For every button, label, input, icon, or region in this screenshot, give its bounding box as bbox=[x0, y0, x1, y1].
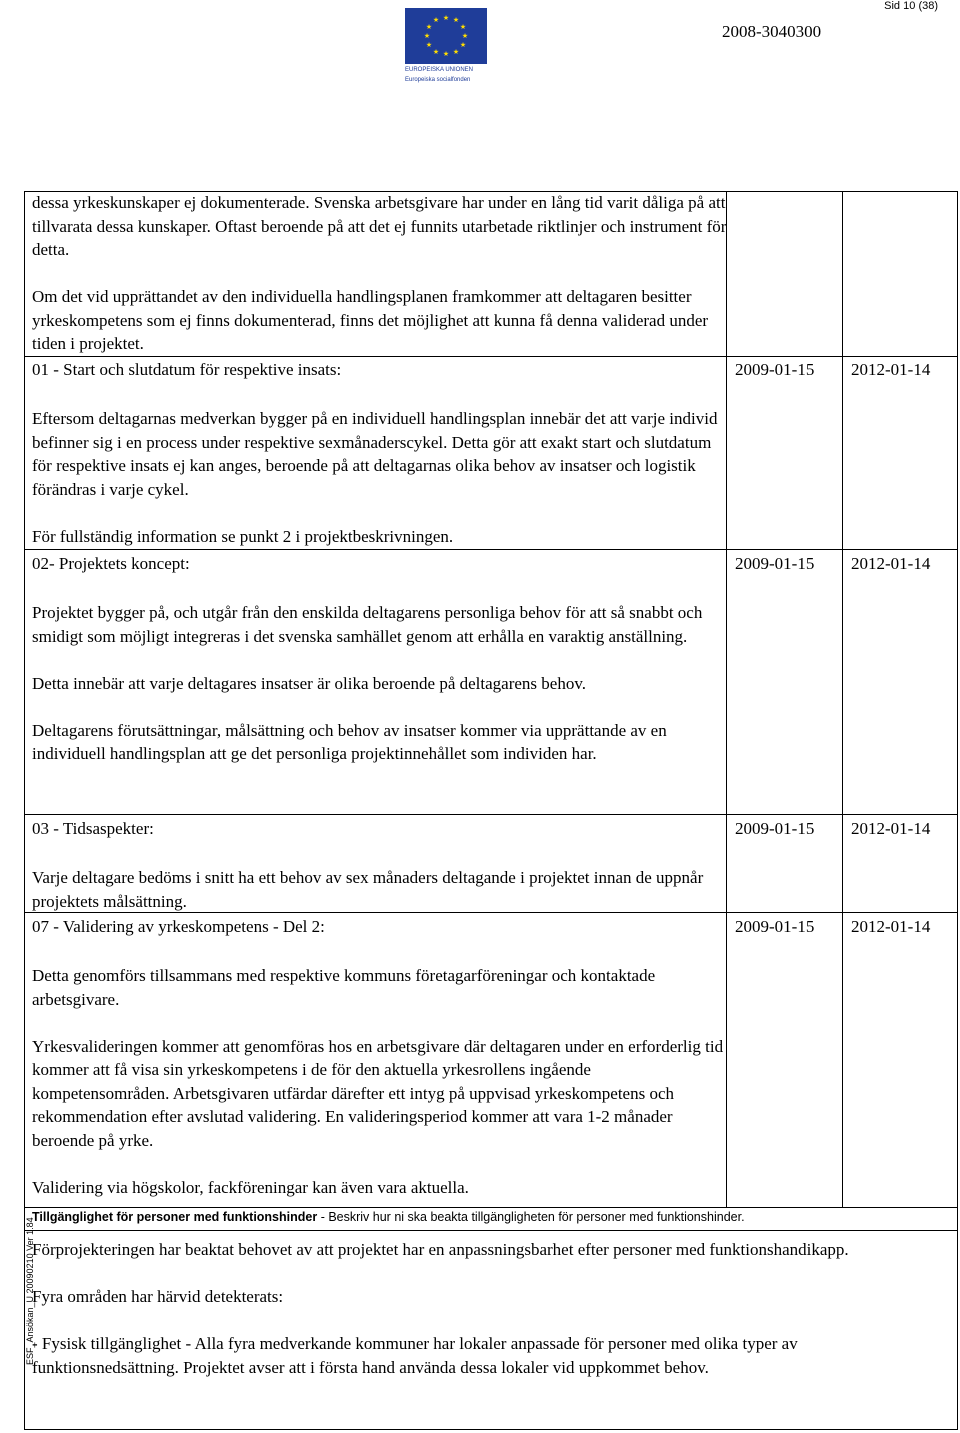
svg-text:★: ★ bbox=[423, 32, 431, 40]
row-body-07 bbox=[32, 964, 727, 1199]
accessibility-section bbox=[24, 1208, 958, 1430]
row-paragraph: Deltagarens förutsättningar, målsättning och behov av insatser kommer via upprättande av en individuell handlingsplan att ge det personliga projektinnehållet som individen har. bbox=[32, 720, 667, 763]
svg-text:★: ★ bbox=[442, 50, 450, 58]
row-heading-07: 07 - Validering av yrkeskompetens - Del 2: bbox=[32, 917, 325, 936]
accessibility-paragraph: Fyra områden har härvid detekterats: bbox=[32, 1287, 284, 1306]
logo-caption-1: EUROPEISKA UNIONEN bbox=[405, 67, 474, 73]
start-date: 2009-01-15 bbox=[735, 360, 815, 379]
row-paragraph: Eftersom deltagarnas medverkan bygger på en individuell handlingsplan innebär det att varje individ befinner sig i en process under respektive sexmånaderscykel. Detta gör att exakt start och slutdatum för respektive insats ej kan anges, beroende på att deltagarnas olika behov av insatser och logistik förändras i varje cykel. bbox=[32, 409, 718, 499]
svg-text:★: ★ bbox=[459, 41, 467, 49]
document-number: 2008-3040300 bbox=[722, 22, 822, 41]
end-date: 2012-01-14 bbox=[851, 819, 931, 838]
start-date: 2009-01-15 bbox=[735, 819, 815, 838]
accessibility-paragraph: Förprojekteringen har beaktat behovet av att projektet har en anpassningsbarhet efter personer med funktionshandikapp. bbox=[32, 1240, 849, 1259]
end-date: 2012-01-14 bbox=[851, 360, 931, 379]
row-body-02 bbox=[32, 601, 727, 766]
intro-paragraph: Om det vid upprättandet av den individuella handlingsplanen framkommer att deltagaren besitter yrkeskompetens som ej finns dokumenterad, finns det möjlighet att kunna få denna validerad under tiden i projektet. bbox=[32, 287, 709, 353]
accessibility-instruction: - Beskriv hur ni ska beakta tillgängligheten för personer med funktionshinder. bbox=[317, 1210, 745, 1224]
row-body-03 bbox=[32, 866, 727, 913]
row-heading-02: 02- Projektets koncept: bbox=[32, 554, 190, 573]
column-divider-2 bbox=[842, 192, 843, 1207]
start-date: 2009-01-15 bbox=[735, 917, 815, 936]
eu-logo bbox=[405, 8, 487, 82]
row-divider bbox=[25, 549, 957, 550]
row-paragraph: Validering via högskolor, fackföreningar kan även vara aktuella. bbox=[32, 1177, 469, 1197]
logo-caption-2: Europeiska socialfonden bbox=[405, 77, 471, 83]
svg-text:★: ★ bbox=[432, 16, 440, 24]
row-paragraph: Detta innebär att varje deltagares insatser är olika beroende på deltagarens behov. bbox=[32, 673, 586, 693]
row-paragraph: Projektet bygger på, och utgår från den enskilda deltagarens personliga behov för att så snabbt och smidigt som möjligt integreras i det svenska samhället genom att erhålla en varaktig anställning. bbox=[32, 603, 703, 646]
row-heading-03: 03 - Tidsaspekter: bbox=[32, 819, 154, 838]
svg-text:★: ★ bbox=[425, 41, 433, 49]
page-total: (38) bbox=[918, 0, 938, 12]
svg-text:★: ★ bbox=[461, 32, 469, 40]
end-date: 2012-01-14 bbox=[851, 554, 931, 573]
intro-paragraph: dessa yrkeskunskaper ej dokumenterade. Svenska arbetsgivare har under en lång tid varit dåliga på att tillvarata dessa kunskaper. Oftast beroende på att det ej funnits utarbetade riktlinjer och instrument för detta. bbox=[32, 193, 727, 259]
row-paragraph: Varje deltagare bedöms i snitt ha ett behov av sex månaders deltagande i projektet innan de uppnår projektets målsättning. bbox=[32, 868, 704, 911]
page-label: Sid bbox=[884, 0, 901, 12]
eu-flag-icon bbox=[405, 8, 487, 64]
row-heading-01: 01 - Start och slutdatum för respektive insats: bbox=[32, 360, 342, 379]
accessibility-paragraph: - Fysisk tillgänglighet - Alla fyra medverkande kommuner har lokaler anpassade för personer med olika typer av funktionsnedsättning. Projektet avser att i första hand använda dessa lokaler vid uppkommet behov. bbox=[32, 1334, 798, 1377]
form-version-label: ESF_Ansökan_U 20090210 Ver 1.84 bbox=[25, 1217, 35, 1365]
end-date: 2012-01-14 bbox=[851, 917, 931, 936]
svg-text:★: ★ bbox=[442, 14, 450, 22]
row-divider bbox=[25, 356, 957, 357]
accessibility-heading bbox=[32, 1210, 745, 1224]
start-date: 2009-01-15 bbox=[735, 554, 815, 573]
svg-text:★: ★ bbox=[452, 48, 460, 56]
row-paragraph: Yrkesvalideringen kommer att genomföras hos en arbetsgivare där deltagaren under en erforderlig tid kommer att få visa sin yrkeskompetens i de för den aktuella yrkesrollens ingående kompetensområden. Arbetsgivaren utfärdar därefter ett intyg på uppvisad yrkeskompetens och rekommendation efter avslutad validering. En valideringsperiod kommer att vara 1-2 månader beroende på yrke. bbox=[32, 1036, 724, 1150]
activities-table bbox=[24, 191, 958, 1208]
row-divider bbox=[25, 814, 957, 815]
accessibility-answer bbox=[32, 1238, 942, 1379]
svg-text:★: ★ bbox=[432, 48, 440, 56]
row-body-01 bbox=[32, 407, 727, 548]
svg-text:★: ★ bbox=[452, 16, 460, 24]
svg-text:★: ★ bbox=[425, 23, 433, 31]
intro-cell bbox=[32, 191, 727, 356]
section-divider bbox=[25, 1230, 957, 1231]
page-indicator bbox=[884, 0, 938, 12]
page-number: 10 bbox=[903, 0, 916, 12]
accessibility-title: Tillgänglighet för personer med funktionshinder bbox=[32, 1210, 318, 1224]
row-paragraph: För fullständig information se punkt 2 i projektbeskrivningen. bbox=[32, 526, 454, 546]
svg-text:★: ★ bbox=[459, 23, 467, 31]
row-paragraph: Detta genomförs tillsammans med respektive kommuns företagarföreningar och kontaktade arbetsgivare. bbox=[32, 966, 656, 1009]
